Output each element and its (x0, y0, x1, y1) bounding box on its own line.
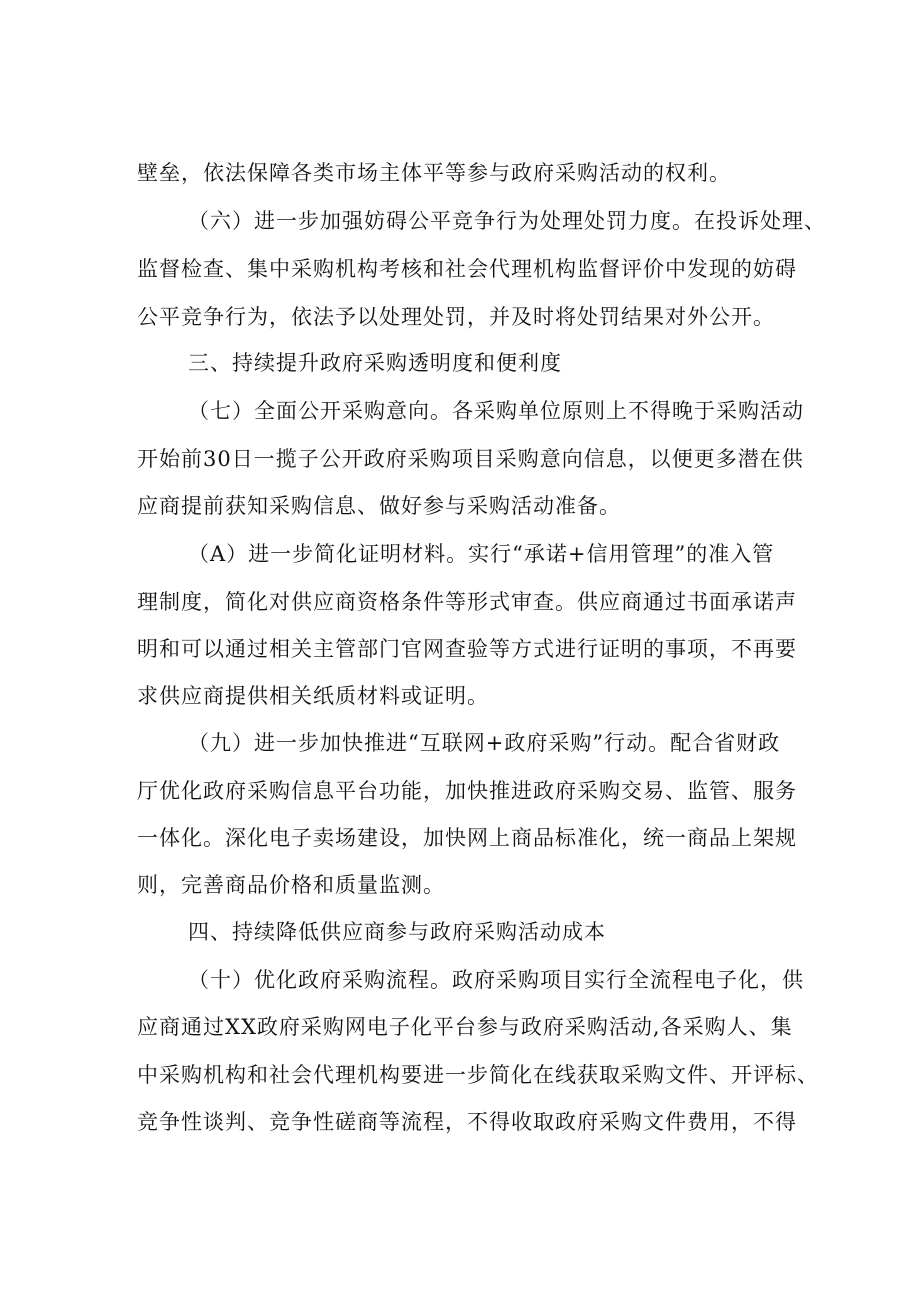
paragraph-line: 明和可以通过相关主管部门官网查验等方式进行证明的事项，不再要 (137, 637, 797, 661)
paragraph-line: 应商通过XX政府采购网电子化平台参与政府采购活动,各采购人、集 (137, 1015, 793, 1039)
paragraph-line: 一体化。深化电子卖场建设，加快网上商品标准化，统一商品上架规 (137, 826, 797, 850)
section-heading: 三、持续提升政府采购透明度和便利度 (188, 351, 562, 375)
paragraph-line: 监督检查、集中采购机构考核和社会代理机构监督评价中发现的妨碍 (137, 257, 797, 281)
paragraph-line: 壁垒，依法保障各类市场主体平等参与政府采购活动的权利。 (137, 161, 731, 185)
paragraph-line: 竞争性谈判、竞争性磋商等流程，不得收取政府采购文件费用，不得 (137, 1110, 797, 1134)
paragraph-line: 开始前30日一揽子公开政府采购项目采购意向信息，以便更多潜在供 (137, 447, 804, 471)
paragraph-line: （七）全面公开采购意向。各采购单位原则上不得晚于采购活动 (188, 399, 804, 423)
paragraph-line: （十）优化政府采购流程。政府采购项目实行全流程电子化，供 (188, 968, 804, 992)
paragraph-line: （六）进一步加强妨碍公平竞争行为处理处罚力度。在投诉处理、 (188, 209, 826, 233)
paragraph-line: 厅优化政府采购信息平台功能，加快推进政府采购交易、监管、服务 (137, 779, 797, 803)
paragraph-line: 理制度，简化对供应商资格条件等形式审查。供应商通过书面承诺声 (137, 590, 797, 614)
paragraph-line: （九）进一步加快推进“互联网+政府采购”行动。配合省财政 (188, 731, 781, 755)
paragraph-line: （A）进一步简化证明材料。实行“承诺+信用管理”的准入管 (188, 542, 775, 566)
paragraph-line: 求供应商提供相关纸质材料或证明。 (137, 684, 489, 708)
paragraph-line: 公平竞争行为，依法予以处理处罚，并及时将处罚结果对外公开。 (137, 305, 775, 329)
paragraph-line: 中采购机构和社会代理机构要进一步简化在线获取采购文件、开评标、 (137, 1063, 819, 1087)
paragraph-line: 应商提前获知采购信息、做好参与采购活动准备。 (137, 494, 621, 518)
paragraph-line: 则，完善商品价格和质量监测。 (137, 873, 445, 897)
section-heading: 四、持续降低供应商参与政府采购活动成本 (188, 920, 606, 944)
